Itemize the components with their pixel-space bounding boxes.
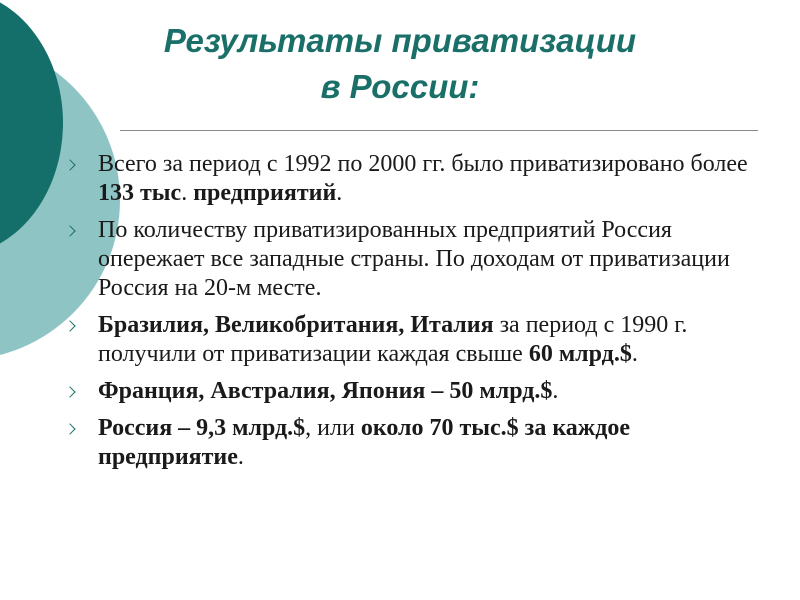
slide-title bbox=[110, 18, 690, 110]
bullet-item-brazil-uk-italy bbox=[60, 311, 780, 369]
bullet-4-end: . bbox=[552, 378, 559, 404]
bullet-item-russia-income bbox=[60, 414, 780, 472]
bullet-1-noun: предприятий bbox=[193, 180, 337, 206]
bullet-5-end: . bbox=[237, 444, 244, 470]
bullet-item-russia-rank bbox=[60, 216, 780, 303]
bullet-item-france-australia-japan bbox=[60, 377, 780, 406]
bullet-5-text: , или bbox=[305, 415, 361, 441]
bullet-1-separator: . bbox=[181, 180, 194, 206]
slide-title-line-2: в России: bbox=[320, 68, 480, 105]
bullet-1-count: 133 тыс bbox=[98, 180, 182, 206]
bullet-5-per-enterprise: около 70 тыс.$ за каждое предприятие bbox=[98, 415, 630, 470]
bullet-3-amount: 60 млрд.$ bbox=[528, 341, 632, 367]
bullet-2-text: По количеству приватизированных предприятий Россия опережает все западные страны. По доходам от приватизации Россия на 20-м месте. bbox=[98, 217, 730, 301]
chevron-right-icon bbox=[64, 159, 75, 170]
bullet-5-russia: Россия – 9,3 млрд.$ bbox=[98, 415, 306, 441]
bullet-1-text: Всего за период с 1992 по 2000 гг. было приватизировано более bbox=[98, 151, 748, 177]
chevron-right-icon bbox=[64, 225, 75, 236]
slide-title-line-1: Результаты приватизации bbox=[163, 22, 637, 59]
bullet-3-end: . bbox=[631, 341, 638, 367]
bullet-3-text: за период с 1990 г. получили от приватизации каждая свыше bbox=[98, 312, 688, 367]
bullet-list bbox=[60, 150, 780, 480]
bullet-4-countries: Франция, Австралия, Япония – 50 млрд.$ bbox=[98, 378, 553, 404]
bullet-item-privatized-total bbox=[60, 150, 780, 208]
chevron-right-icon bbox=[64, 320, 75, 331]
bullet-1-end: . bbox=[336, 180, 343, 206]
bullet-3-countries: Бразилия, Великобритания, Италия bbox=[98, 312, 494, 338]
chevron-right-icon bbox=[64, 423, 75, 434]
chevron-right-icon bbox=[64, 386, 75, 397]
title-divider bbox=[120, 130, 758, 131]
